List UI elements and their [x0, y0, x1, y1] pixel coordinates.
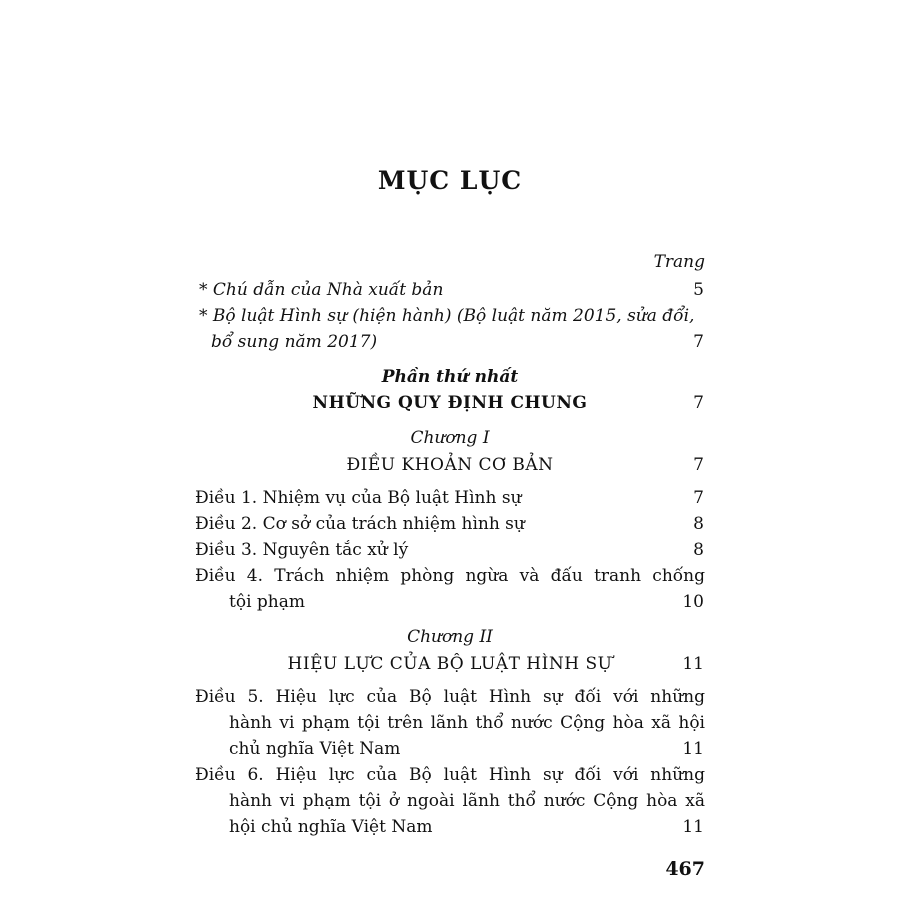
- toc-entry-intro-page: 5: [693, 280, 704, 300]
- toc-entry-code-page: 7: [693, 332, 704, 352]
- chapter-1-title: ĐIỀU KHOẢN CƠ BẢN: [346, 455, 554, 475]
- toc-article-2: Điều 2. Cơ sở của trách nhiệm hình sự: [195, 514, 525, 534]
- toc-article-1-page: 7: [693, 488, 704, 508]
- toc-article-4-line1: Điều 4. Trách nhiệm phòng ngừa và đấu tranh chống: [195, 566, 705, 586]
- toc-article-5-line3: chủ nghĩa Việt Nam: [229, 739, 401, 759]
- chapter-2-title: HIỆU LỰC CỦA BỘ LUẬT HÌNH SỰ: [287, 654, 613, 674]
- toc-article-5-line2: hành vi phạm tội trên lãnh thổ nước Cộng hòa xã hội: [229, 713, 705, 733]
- page-column-label: Trang: [653, 252, 705, 272]
- toc-article-6-line3: hội chủ nghĩa Việt Nam: [229, 817, 433, 837]
- toc-entry-intro: * Chú dẫn của Nhà xuất bản: [199, 280, 444, 300]
- part-title-page: 7: [693, 393, 704, 413]
- toc-article-6-page: 11: [682, 817, 704, 837]
- page-number: 467: [665, 858, 705, 880]
- toc-entry-code-line1: * Bộ luật Hình sự (hiện hành) (Bộ luật năm 2015, sửa đổi,: [199, 306, 695, 326]
- toc-article-5-line1: Điều 5. Hiệu lực của Bộ luật Hình sự đối với những: [195, 687, 705, 707]
- part-title: NHỮNG QUY ĐỊNH CHUNG: [312, 393, 588, 413]
- page-title: MỤC LỤC: [377, 166, 523, 195]
- toc-article-3-page: 8: [693, 540, 704, 560]
- toc-article-2-page: 8: [693, 514, 704, 534]
- toc-article-4-page: 10: [682, 592, 704, 612]
- part-label: Phần thứ nhất: [381, 367, 519, 387]
- toc-article-6-line1: Điều 6. Hiệu lực của Bộ luật Hình sự đối với những: [195, 765, 705, 785]
- toc-article-1: Điều 1. Nhiệm vụ của Bộ luật Hình sự: [195, 488, 522, 508]
- chapter-2-label: Chương II: [407, 627, 493, 647]
- toc-article-4-line2: tội phạm: [229, 592, 305, 612]
- chapter-1-label: Chương I: [410, 428, 490, 448]
- toc-article-6-line2: hành vi phạm tội ở ngoài lãnh thổ nước Cộng hòa xã: [229, 791, 705, 811]
- toc-article-5-page: 11: [682, 739, 704, 759]
- chapter-1-page: 7: [693, 455, 704, 475]
- chapter-2-page: 11: [682, 654, 704, 674]
- toc-article-3: Điều 3. Nguyên tắc xử lý: [195, 540, 409, 560]
- toc-entry-code-line2: bổ sung năm 2017): [211, 332, 378, 352]
